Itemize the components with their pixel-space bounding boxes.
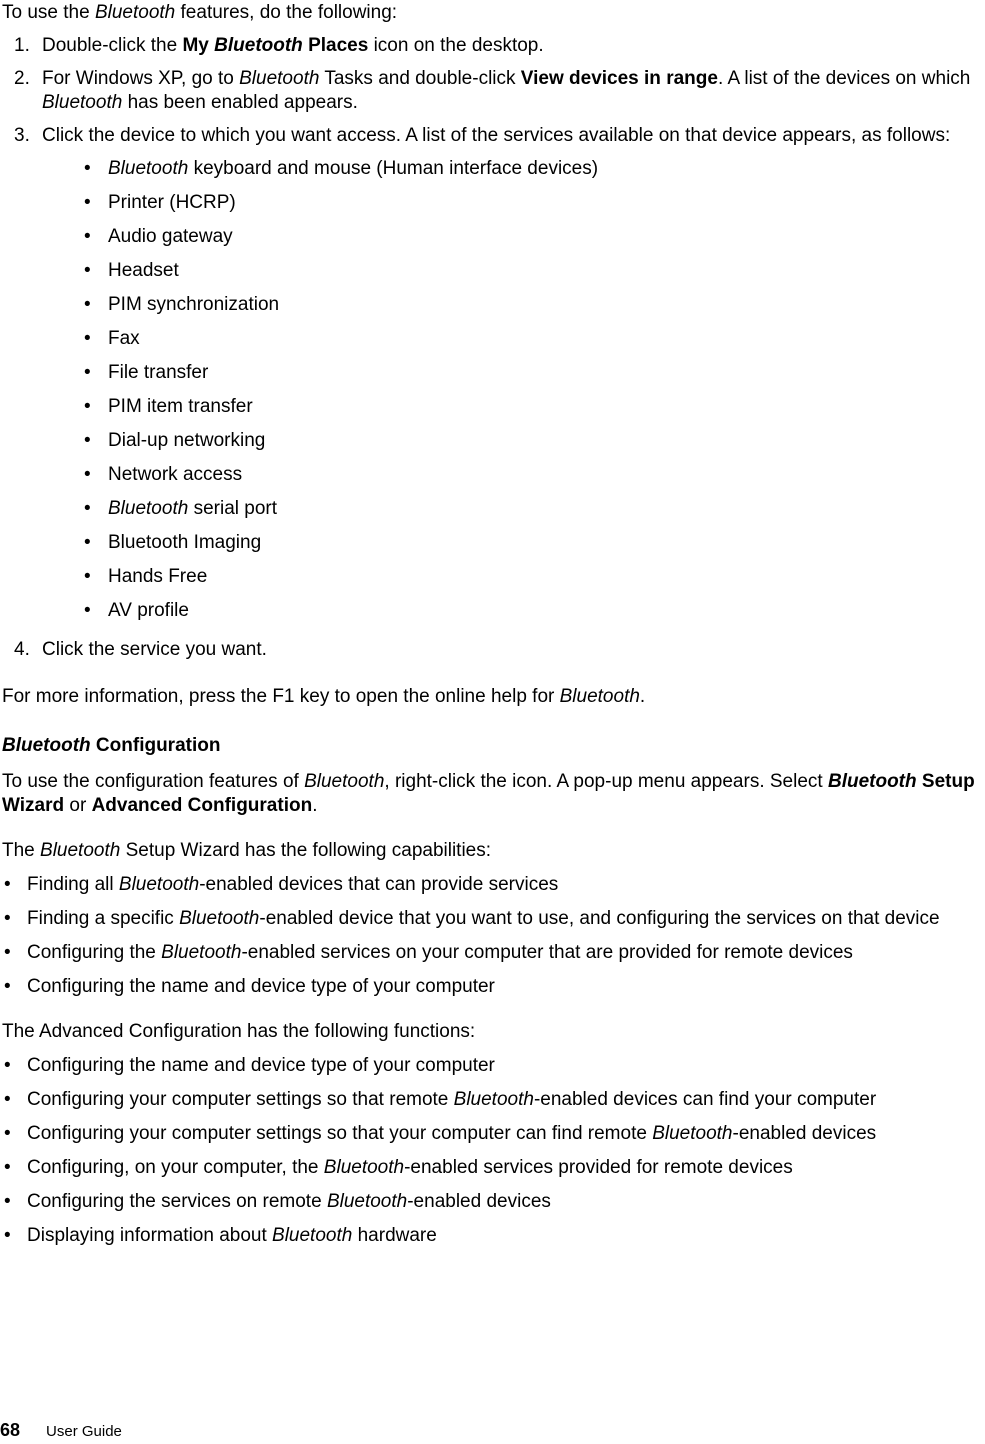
services-list — [42, 157, 982, 633]
advanced-intro: The Advanced Configuration has the following functions: — [2, 1021, 476, 1042]
service-item: • Bluetooth serial port — [84, 498, 277, 519]
advanced-item: • Configuring your computer settings so that your computer can find remote Bluetooth-enabled devices — [4, 1123, 877, 1144]
bullet-icon: • — [84, 430, 91, 451]
wizard-item: • Configuring the Bluetooth-enabled services on your computer that are provided for remote devices — [4, 942, 853, 963]
service-item: • PIM item transfer — [84, 396, 253, 417]
service-item: • AV profile — [84, 600, 189, 621]
step-number: 2. — [14, 68, 30, 89]
bullet-icon: • — [4, 908, 11, 929]
step-3: 3. Click the device to which you want access. A list of the services available on that device appears, as follows: • Bluetooth keyboard and mouse (Human interface devices) • Printer (HCRP) • Audio gateway • Headset • PIM synchronization • Fax • File transfer • PIM item transfer • Dial-up networking • Network access • Bluetooth serial port • Bluetooth Imaging • Hands Free • AV profile — [2, 124, 982, 633]
bullet-icon: • — [4, 976, 11, 997]
bullet-icon: • — [4, 1089, 11, 1110]
bullet-icon: • — [84, 498, 91, 519]
wizard-item: • Configuring the name and device type of your computer — [4, 976, 495, 997]
bullet-icon: • — [4, 874, 11, 895]
advanced-item: • Configuring the name and device type of your computer — [4, 1055, 495, 1076]
step-number: 3. — [14, 125, 30, 146]
bullet-icon: • — [4, 1157, 11, 1178]
bullet-icon: • — [84, 328, 91, 349]
service-item: • Hands Free — [84, 566, 208, 587]
intro-paragraph: To use the Bluetooth features, do the following: — [2, 2, 398, 23]
document-page — [2, 0, 982, 1248]
wizard-intro: The Bluetooth Setup Wizard has the following capabilities: — [2, 840, 492, 861]
bullet-icon: • — [4, 1225, 11, 1246]
step-number: 1. — [14, 35, 30, 56]
service-item: • Network access — [84, 464, 243, 485]
bullet-icon: • — [84, 532, 91, 553]
bullet-icon: • — [84, 396, 91, 417]
step-2: 2. For Windows XP, go to Bluetooth Tasks and double-click View devices in range. A list of the devices on which Bluetooth has been enabled appears. — [14, 68, 971, 113]
service-item: • Audio gateway — [84, 226, 233, 247]
section-heading: Bluetooth Configuration — [2, 735, 221, 756]
service-item: • Bluetooth Imaging — [84, 532, 262, 553]
service-item: • Headset — [84, 260, 179, 281]
wizard-item: • Finding a specific Bluetooth-enabled device that you want to use, and configuring the services on that device — [4, 908, 940, 929]
config-paragraph: To use the configuration features of Bluetooth, right-click the icon. A pop-up menu appears. Select Bluetooth Setup Wizard or Advanced Configuration. — [2, 771, 975, 816]
bullet-icon: • — [84, 464, 91, 485]
step-number: 4. — [14, 639, 30, 660]
page-number: 68 — [0, 1420, 21, 1440]
wizard-capabilities-list — [2, 873, 982, 999]
service-item: • File transfer — [84, 362, 209, 383]
bullet-icon: • — [84, 294, 91, 315]
bullet-icon: • — [84, 600, 91, 621]
bullet-icon: • — [84, 192, 91, 213]
service-item: • Fax — [84, 328, 140, 349]
advanced-functions-list — [2, 1054, 982, 1248]
bullet-icon: • — [4, 1123, 11, 1144]
bullet-icon: • — [84, 566, 91, 587]
page-footer — [0, 1418, 122, 1444]
bullet-icon: • — [84, 260, 91, 281]
bullet-icon: • — [4, 942, 11, 963]
bullet-icon: • — [4, 1191, 11, 1212]
bullet-icon: • — [84, 158, 91, 179]
service-item: • Dial-up networking — [84, 430, 266, 451]
bullet-icon: • — [4, 1055, 11, 1076]
step-1: 1. Double-click the My Bluetooth Places icon on the desktop. — [14, 35, 544, 56]
service-item: • Bluetooth keyboard and mouse (Human interface devices) — [84, 158, 599, 179]
service-item: • Printer (HCRP) — [84, 192, 236, 213]
step-4: 4. Click the service you want. — [14, 639, 267, 660]
advanced-item: • Configuring, on your computer, the Bluetooth-enabled services provided for remote devices — [4, 1157, 793, 1178]
bullet-icon: • — [84, 362, 91, 383]
wizard-item: • Finding all Bluetooth-enabled devices that can provide services — [4, 874, 559, 895]
more-info-paragraph: For more information, press the F1 key to open the online help for Bluetooth. — [2, 686, 646, 707]
advanced-item: • Configuring your computer settings so that remote Bluetooth-enabled devices can find your computer — [4, 1089, 877, 1110]
bullet-icon: • — [84, 226, 91, 247]
advanced-item: • Configuring the services on remote Bluetooth-enabled devices — [4, 1191, 551, 1212]
footer-title: User Guide — [46, 1423, 122, 1440]
service-item: • PIM synchronization — [84, 294, 280, 315]
advanced-item: • Displaying information about Bluetooth hardware — [4, 1225, 437, 1246]
